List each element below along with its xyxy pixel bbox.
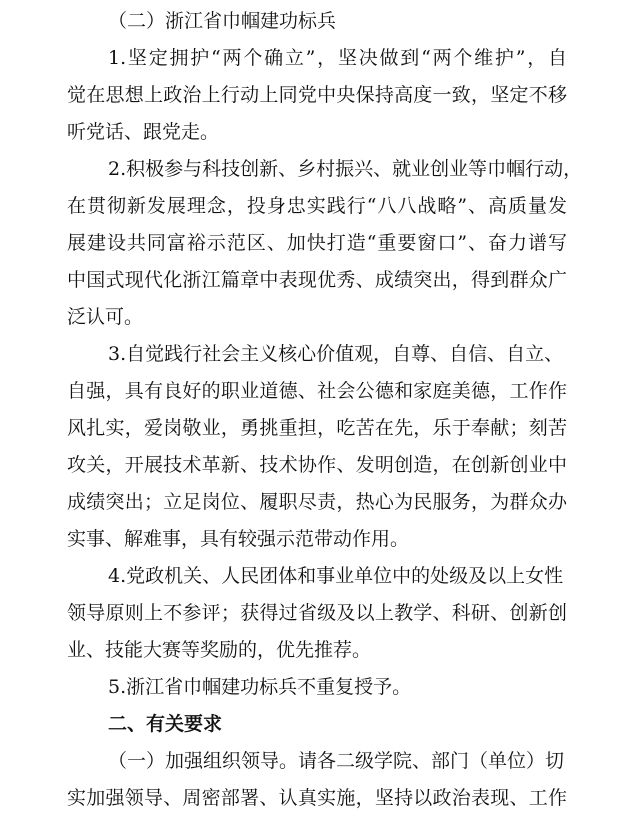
item-5-line-1: 5.浙江省巾帼建功标兵不重复授予。: [108, 676, 412, 698]
item-2-line-1: 2.积极参与科技创新、乡村振兴、就业创业等巾帼行动，: [108, 158, 583, 180]
item-3-line-4: 攻关，开展技术革新、技术协作、发明创造，在创新创业中: [67, 454, 567, 476]
item-1-line-2: 觉在思想上政治上行动上同党中央保持高度一致，坚定不移: [67, 84, 567, 106]
item-3-line-3: 风扎实，爱岗敬业，勇挑重担，吃苦在先，乐于奉献；刻苦: [67, 417, 567, 439]
item-3-line-6: 实事、解难事，具有较强示范带动作用。: [67, 528, 410, 550]
item-2-line-3: 展建设共同富裕示范区、加快打造“重要窗口”、奋力谱写: [67, 232, 567, 254]
requirement-line-1: （一）加强组织领导。请各二级学院、部门（单位）切: [108, 750, 565, 772]
section-title: （二）浙江省巾帼建功标兵: [108, 10, 337, 32]
item-2-line-5: 泛认可。: [67, 306, 144, 328]
item-3-line-5: 成绩突出；立足岗位、履职尽责，热心为民服务，为群众办: [67, 491, 567, 513]
item-2-line-2: 在贯彻新发展理念，投身忠实践行“八八战略”、高质量发: [67, 195, 567, 217]
item-1-line-3: 听党话、跟党走。: [67, 121, 220, 143]
section-heading: 二、有关要求: [108, 713, 223, 735]
item-3-line-1: 3.自觉践行社会主义核心价值观，自尊、自信、自立、: [108, 343, 564, 365]
item-4-line-3: 业、技能大赛等奖励的，优先推荐。: [67, 639, 372, 661]
item-4-line-1: 4.党政机关、人民团体和事业单位中的处级及以上女性: [108, 565, 564, 587]
item-2-line-4: 中国式现代化浙江篇章中表现优秀、成绩突出，得到群众广: [67, 269, 567, 291]
item-1-line-1: 1.坚定拥护“两个确立”，坚决做到“两个维护”，自: [108, 47, 567, 69]
item-3-line-2: 自强，具有良好的职业道德、社会公德和家庭美德，工作作: [67, 380, 567, 402]
item-4-line-2: 领导原则上不参评；获得过省级及以上教学、科研、创新创: [67, 602, 567, 624]
requirement-line-2: 实加强领导、周密部署、认真实施，坚持以政治表现、工作: [67, 787, 567, 809]
